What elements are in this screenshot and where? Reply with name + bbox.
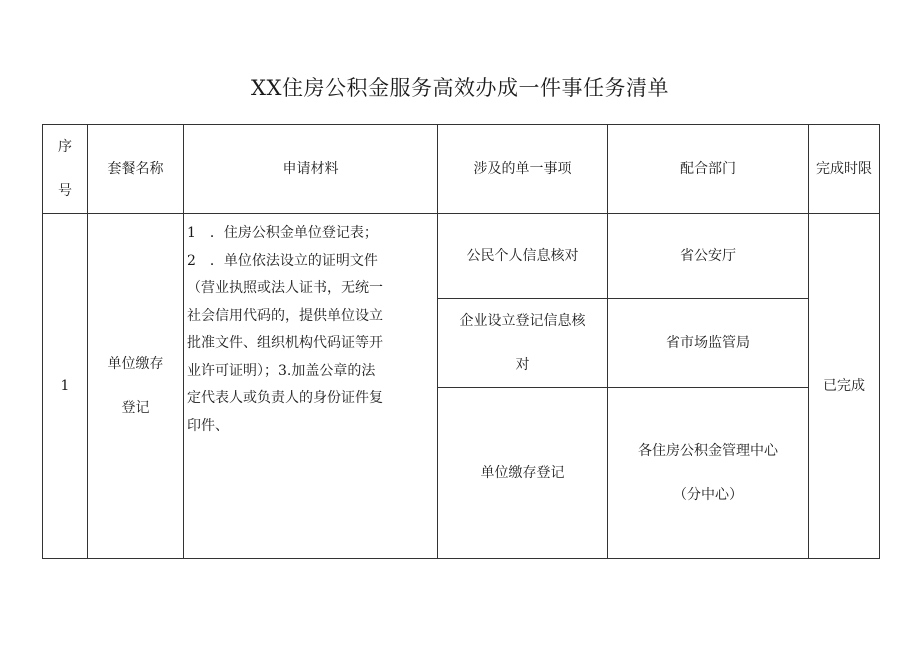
row-completion-time: 已完成 — [809, 214, 880, 559]
materials-line: 印件、 — [187, 417, 229, 434]
materials-line: 批准文件、组织机构代码证等开 — [187, 335, 383, 351]
row-index: 1 — [43, 214, 88, 559]
row-package-name-label: 单位缴存登记 — [107, 356, 164, 416]
task-list-table — [42, 124, 880, 559]
department-cell — [608, 388, 809, 559]
header-completion-time — [809, 125, 880, 214]
department-cell: 省市场监管局 — [608, 299, 809, 388]
sub-item-cell — [438, 214, 608, 299]
materials-line: 1 ．住房公积金单位登记表； — [187, 225, 378, 241]
header-departments: 配合部门 — [608, 125, 809, 214]
header-items: 涉及的单一事项 — [438, 125, 608, 214]
materials-line: （营业执照或法人证书，无统一 — [187, 280, 383, 296]
row-materials — [184, 214, 438, 559]
header-index — [43, 125, 88, 214]
materials-line: 定代表人或负责人的身份证件复 — [187, 390, 383, 406]
header-package-name: 套餐名称 — [88, 125, 184, 214]
sub-item-cell: 单位缴存登记 — [438, 388, 608, 559]
sub-item-label: 企业设立登记信息核对 — [459, 313, 586, 373]
materials-line: 社会信用代码的，提供单位设立 — [187, 307, 383, 324]
document-title: XX住房公积金服务高效办成一件事任务清单 — [251, 76, 669, 100]
table-row — [43, 214, 880, 299]
sub-item-cell — [438, 299, 608, 388]
materials-line: 业许可证明）；3.加盖公章的法 — [187, 362, 376, 379]
header-index-label: 序号 — [58, 139, 72, 199]
header-materials: 申请材料 — [184, 125, 438, 214]
department-cell: 省公安厅 — [608, 214, 809, 299]
materials-line: 2 ．单位依法设立的证明文件 — [187, 252, 378, 269]
header-completion-time-label: 完成时限 — [816, 161, 872, 177]
sub-item-label: 公民个人信息核对 — [466, 248, 579, 264]
department-label: 各住房公积金管理中心（分中心） — [638, 443, 778, 503]
row-package-name — [88, 214, 184, 559]
table-header-row — [43, 125, 880, 214]
